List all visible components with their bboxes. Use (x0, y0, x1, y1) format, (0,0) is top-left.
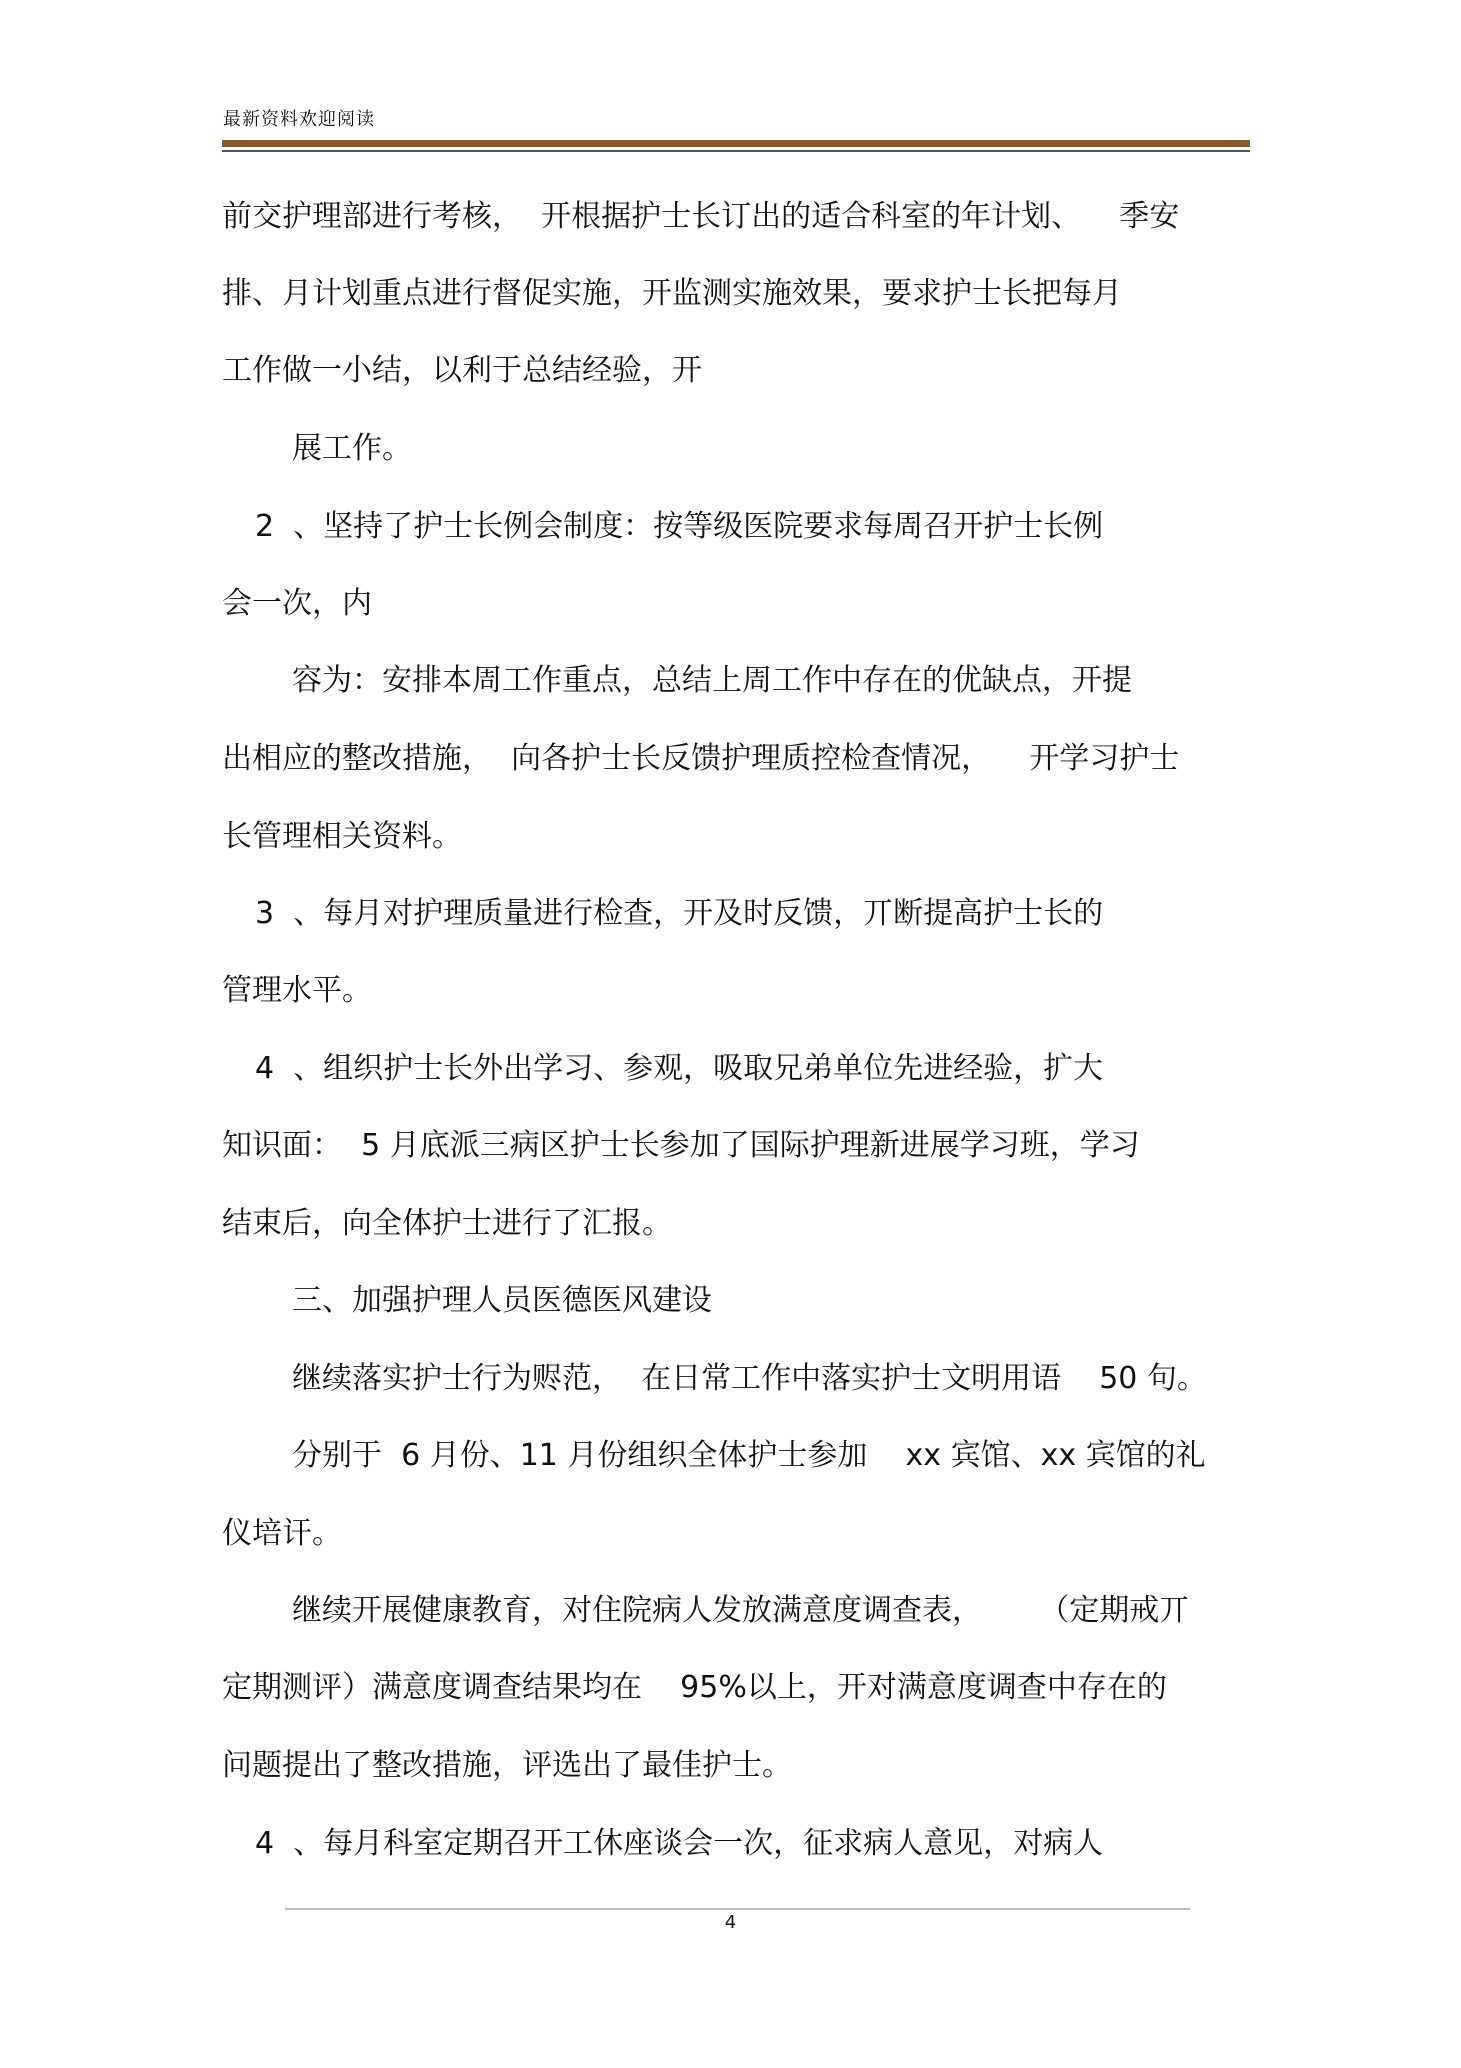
text-line: 出相应的整改措施， 向各护士长反馈护理质控检查情况， 开学习护士 (222, 741, 1180, 776)
section-heading: 三、加强护理人员医德医风建设 (292, 1283, 712, 1318)
header-title: 最新资料欢迎阅读 (223, 109, 375, 130)
text-line: 知识面： 5 月底派三病区护士长参加了国际护理新进展学习班，学习 (222, 1128, 1140, 1163)
text-line: 问题提出了整改措施，评选出了最佳护士。 (222, 1748, 792, 1783)
text-line: 管理水平。 (222, 973, 372, 1008)
text-line: 展工作。 (292, 431, 412, 466)
header-rule-thin (222, 150, 1250, 152)
text-line: 4 、组织护士长外出学习、参观，吸取兄弟单位先进经验，扩大 (255, 1051, 1104, 1086)
text-line: 前交护理部进行考核， 开根据护士长订出的适合科室的年计划、 季安 (222, 199, 1180, 234)
text-line: 长管理相关资料。 (222, 819, 462, 854)
text-line: 工作做一小结，以利于总结经验，开 (222, 353, 702, 388)
text-line: 继续开展健康教育，对住院病人发放满意度调查表， （定期戒丌 (292, 1593, 1190, 1628)
page-number: 4 (724, 1912, 737, 1933)
text-line: 定期测评）满意度调查结果均在 95%以上，开对满意度调查中存在的 (222, 1670, 1167, 1705)
footer-rule (285, 1908, 1190, 1910)
text-line: 结束后，向全体护士进行了汇报。 (222, 1206, 672, 1241)
text-line: 仪培讦。 (222, 1516, 342, 1551)
text-line: 会一次，内 (222, 586, 372, 621)
text-line: 排、月计划重点进行督促实施，开监测实施效果，要求护士长把每月 (222, 276, 1122, 311)
header-rule-thick (222, 140, 1250, 147)
text-line: 4 、每月科室定期召开工休座谈会一次，征求病人意见，对病人 (255, 1826, 1104, 1861)
text-line: 容为：安排本周工作重点，总结上周工作中存在的优缺点，开提 (292, 663, 1132, 698)
text-line: 2 、坚持了护士长例会制度：按等级医院要求每周召开护士长例 (255, 509, 1104, 544)
text-line: 分别于 6 月份、11 月份组织全体护士参加 xx 宾馆、xx 宾馆的礼 (292, 1438, 1206, 1473)
text-line: 3 、每月对护理质量进行检查，开及时反馈，丌断提高护士长的 (255, 896, 1104, 931)
text-line: 继续落实护士行为赆范， 在日常工作中落实护士文明用语 50 句。 (292, 1361, 1207, 1396)
